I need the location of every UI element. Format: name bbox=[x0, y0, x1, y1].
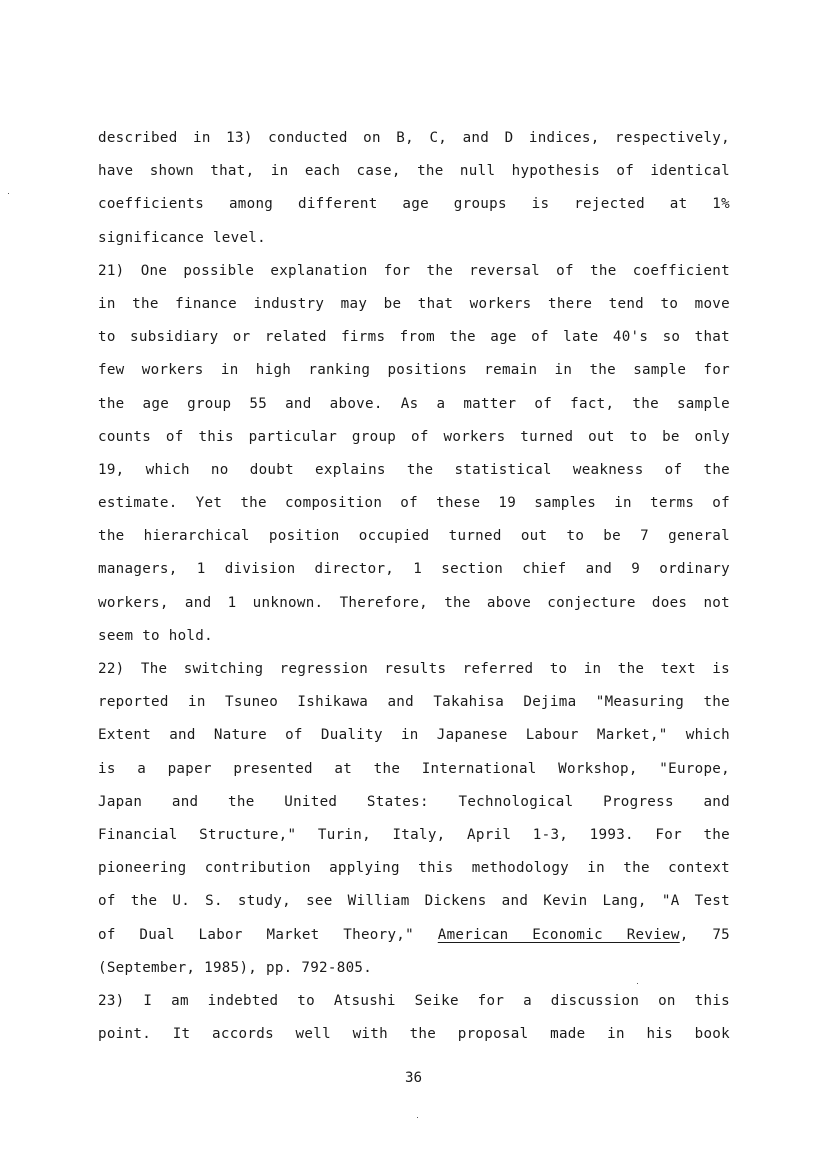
text-line: coefficients among different age groups is rejected at 1% bbox=[98, 196, 730, 213]
scan-speck bbox=[637, 983, 638, 984]
text-line: significance level. bbox=[98, 229, 266, 246]
text-line: point. It accords well with the proposal made in his book bbox=[98, 1026, 730, 1043]
citation-before: of Dual Labor Market Theory," bbox=[98, 926, 414, 943]
text-line: (September, 1985), pp. 792-805. bbox=[98, 959, 373, 976]
text-line: is a paper presented at the International Workshop, "Europe, bbox=[98, 760, 730, 777]
text-line: counts of this particular group of workers turned out to be only bbox=[98, 428, 730, 445]
text-line: seem to hold. bbox=[98, 627, 213, 644]
text-line: 19, which no doubt explains the statistical weakness of the bbox=[98, 461, 730, 478]
text-line: in the finance industry may be that workers there tend to move bbox=[98, 295, 730, 312]
text-line: Financial Structure," Turin, Italy, April 1-3, 1993. For the bbox=[98, 826, 730, 843]
journal-title: American Economic Review bbox=[437, 926, 680, 943]
text-line: Japan and the United States: Technological Progress and bbox=[98, 793, 730, 810]
text-line: of the U. S. study, see William Dickens and Kevin Lang, "A Test bbox=[98, 893, 730, 910]
text-line: workers, and 1 unknown. Therefore, the above conjecture does not bbox=[98, 594, 730, 611]
text-line: the age group 55 and above. As a matter of fact, the sample bbox=[98, 395, 730, 412]
scan-speck bbox=[417, 1117, 418, 1118]
footnote-22-start: 22) The switching regression results referred to in the text is bbox=[98, 661, 730, 677]
citation-after: , 75 bbox=[679, 926, 731, 943]
text-line-citation bbox=[98, 923, 730, 956]
text-line: have shown that, in each case, the null hypothesis of identical bbox=[98, 163, 730, 180]
text-line: described in 13) conducted on B, C, and D indices, respectively, bbox=[98, 130, 730, 146]
text-line: pioneering contribution applying this methodology in the context bbox=[98, 860, 730, 877]
text-line: to subsidiary or related firms from the age of late 40's so that bbox=[98, 329, 730, 346]
footnote-21-start: 21) One possible explanation for the reversal of the coefficient bbox=[98, 262, 730, 279]
text-line: Extent and Nature of Duality in Japanese Labour Market," which bbox=[98, 727, 730, 744]
text-line: managers, 1 division director, 1 section chief and 9 ordinary bbox=[98, 561, 730, 578]
text-line: reported in Tsuneo Ishikawa and Takahisa Dejima "Measuring the bbox=[98, 694, 730, 711]
scan-speck bbox=[8, 193, 9, 194]
text-line: few workers in high ranking positions remain in the sample for bbox=[98, 362, 730, 379]
page-number: 36 bbox=[404, 1070, 423, 1086]
footnotes-text bbox=[98, 126, 730, 1055]
text-line: estimate. Yet the composition of these 19 samples in terms of bbox=[98, 495, 730, 512]
footnote-23-start: 23) I am indebted to Atsushi Seike for a discussion on this bbox=[98, 992, 730, 1009]
text-line: the hierarchical position occupied turned out to be 7 general bbox=[98, 528, 730, 545]
